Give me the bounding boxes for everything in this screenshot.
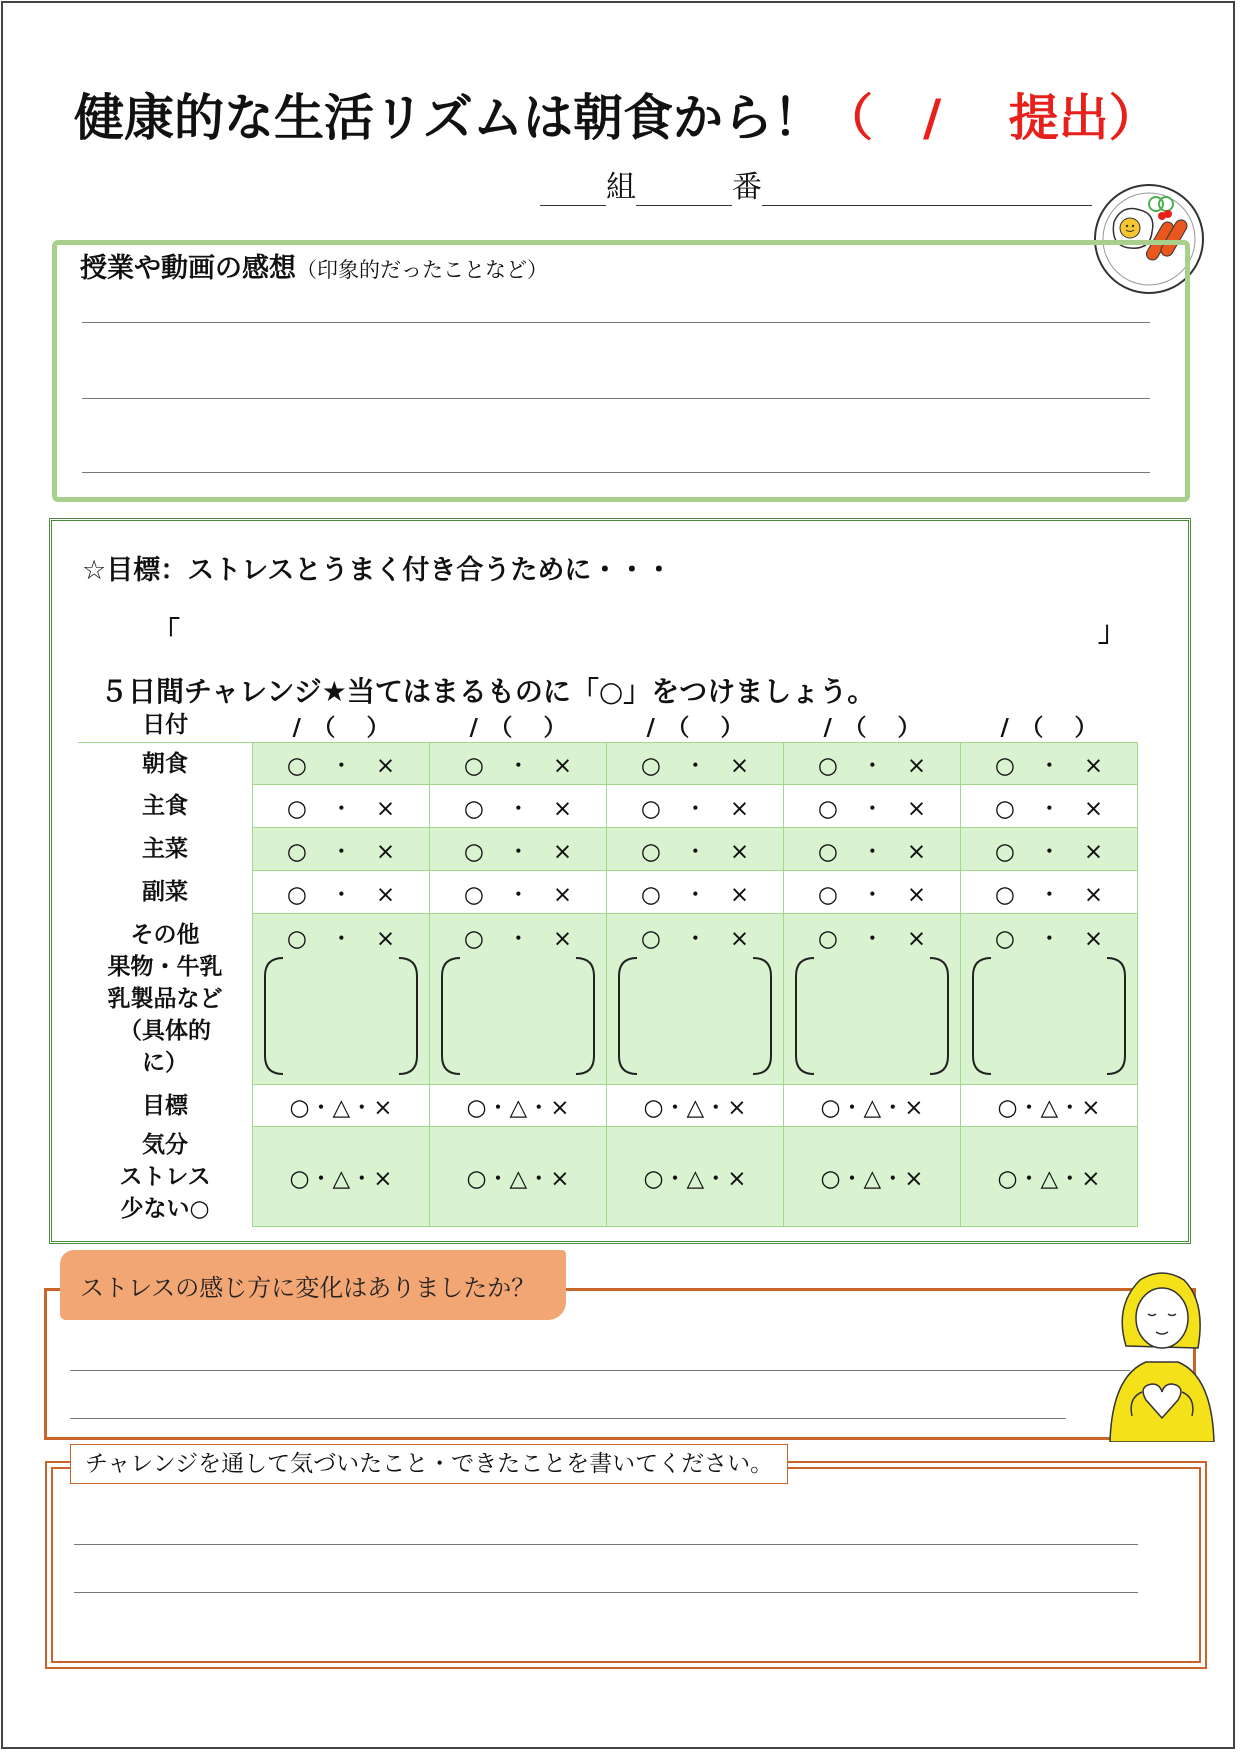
goal-mark-1[interactable]: ○・△・× — [253, 1085, 430, 1127]
row-label-staple: 主食 — [142, 793, 188, 819]
class-number-name-line — [540, 162, 1092, 206]
paren-icon — [794, 956, 950, 1076]
staple-mark-5[interactable]: ○ ・ × — [961, 785, 1138, 828]
kumi-label: 組 — [606, 170, 636, 205]
staple-mark-2[interactable]: ○ ・ × — [430, 785, 607, 828]
side-dish-mark-3[interactable]: ○ ・ × — [607, 871, 784, 914]
mood-mark-1[interactable]: ○・△・× — [253, 1127, 430, 1227]
ban-label: 番 — [732, 170, 762, 205]
goal-close-bracket: 」 — [1098, 615, 1127, 648]
goal-open-bracket: 「 — [152, 615, 181, 648]
other-cell-2[interactable]: ○ ・ × — [430, 914, 607, 1085]
goal-input-area[interactable] — [190, 610, 1080, 650]
other-cell-4[interactable]: ○ ・ × — [784, 914, 961, 1085]
main-dish-mark-4[interactable]: ○ ・ × — [784, 828, 961, 871]
main-dish-mark-5[interactable]: ○ ・ × — [961, 828, 1138, 871]
goal-mark-3[interactable]: ○・△・× — [607, 1085, 784, 1127]
breakfast-mark-1[interactable]: ○ ・ × — [253, 743, 430, 785]
impressions-write-line-2[interactable] — [82, 398, 1150, 399]
date-label: 日付 — [142, 712, 189, 738]
impressions-write-line-1[interactable] — [82, 322, 1150, 323]
number-field[interactable] — [636, 171, 732, 206]
paren-icon — [971, 956, 1127, 1076]
row-label-mood: 気分 ストレス 少ない○ — [119, 1131, 211, 1222]
impressions-title: 授業や動画の感想（印象的だったことなど） — [80, 253, 548, 284]
paren-icon — [440, 956, 596, 1076]
date-field-3[interactable]: / （ ） — [646, 714, 744, 741]
staple-mark-4[interactable]: ○ ・ × — [784, 785, 961, 828]
breakfast-mark-3[interactable]: ○ ・ × — [607, 743, 784, 785]
paren-icon — [617, 956, 773, 1076]
breakfast-mark-5[interactable]: ○ ・ × — [961, 743, 1138, 785]
breakfast-mark-2[interactable]: ○ ・ × — [430, 743, 607, 785]
other-cell-1[interactable]: ○ ・ × — [253, 914, 430, 1085]
page-title — [74, 78, 1159, 150]
row-label-main-dish: 主菜 — [142, 836, 188, 862]
stress-write-line-2[interactable] — [70, 1418, 1066, 1419]
date-field-1[interactable]: / （ ） — [292, 714, 390, 741]
side-dish-mark-1[interactable]: ○ ・ × — [253, 871, 430, 914]
main-dish-mark-2[interactable]: ○ ・ × — [430, 828, 607, 871]
goal-mark-2[interactable]: ○・△・× — [430, 1085, 607, 1127]
main-dish-mark-1[interactable]: ○ ・ × — [253, 828, 430, 871]
row-label-side-dish: 副菜 — [142, 879, 188, 905]
staple-mark-3[interactable]: ○ ・ × — [607, 785, 784, 828]
date-field-2[interactable]: / （ ） — [469, 714, 567, 741]
other-cell-5[interactable]: ○ ・ × — [961, 914, 1138, 1085]
name-field[interactable] — [762, 171, 1092, 206]
challenge-title: ５日間チャレンジ★当てはまるものに「○」をつけましょう。 — [100, 675, 876, 708]
staple-mark-1[interactable]: ○ ・ × — [253, 785, 430, 828]
mood-mark-4[interactable]: ○・△・× — [784, 1127, 961, 1227]
goal-mark-4[interactable]: ○・△・× — [784, 1085, 961, 1127]
stress-title: ストレスの感じ方に変化はありましたか？ — [80, 1274, 536, 1302]
mood-mark-3[interactable]: ○・△・× — [607, 1127, 784, 1227]
mood-mark-2[interactable]: ○・△・× — [430, 1127, 607, 1227]
date-field-5[interactable]: / （ ） — [1000, 714, 1098, 741]
class-field[interactable] — [540, 171, 606, 206]
mood-mark-5[interactable]: ○・△・× — [961, 1127, 1138, 1227]
goal-title: ☆目標：ストレスとうまく付き合うために・・・ — [82, 555, 673, 586]
impressions-note: （印象的だったことなど） — [296, 258, 548, 282]
title-text: 健康的な生活リズムは朝食から！ — [74, 89, 823, 147]
row-label-goal: 目標 — [142, 1092, 188, 1119]
date-field-4[interactable]: / （ ） — [823, 714, 921, 741]
row-label-breakfast: 朝食 — [78, 743, 253, 785]
other-cell-3[interactable]: ○ ・ × — [607, 914, 784, 1085]
stress-write-line-1[interactable] — [70, 1370, 1130, 1371]
row-label-other: その他 果物・牛乳 乳製品など （具体的 に） — [107, 922, 223, 1076]
reflection-title: チャレンジを通して気づいたこと・できたことを書いてください。 — [70, 1444, 788, 1484]
breakfast-mark-4[interactable]: ○ ・ × — [784, 743, 961, 785]
side-dish-mark-4[interactable]: ○ ・ × — [784, 871, 961, 914]
side-dish-mark-2[interactable]: ○ ・ × — [430, 871, 607, 914]
reflection-write-line-1[interactable] — [74, 1544, 1138, 1545]
impressions-write-line-3[interactable] — [82, 472, 1150, 473]
challenge-table — [78, 708, 1138, 1227]
paren-icon — [263, 956, 419, 1076]
side-dish-mark-5[interactable]: ○ ・ × — [961, 871, 1138, 914]
main-dish-mark-3[interactable]: ○ ・ × — [607, 828, 784, 871]
reflection-write-line-2[interactable] — [74, 1592, 1138, 1593]
reflection-box-inner — [51, 1467, 1201, 1663]
goal-mark-5[interactable]: ○・△・× — [961, 1085, 1138, 1127]
submit-date-field[interactable]: （ / 提出） — [823, 89, 1159, 147]
relaxed-woman-icon — [1106, 1266, 1216, 1442]
